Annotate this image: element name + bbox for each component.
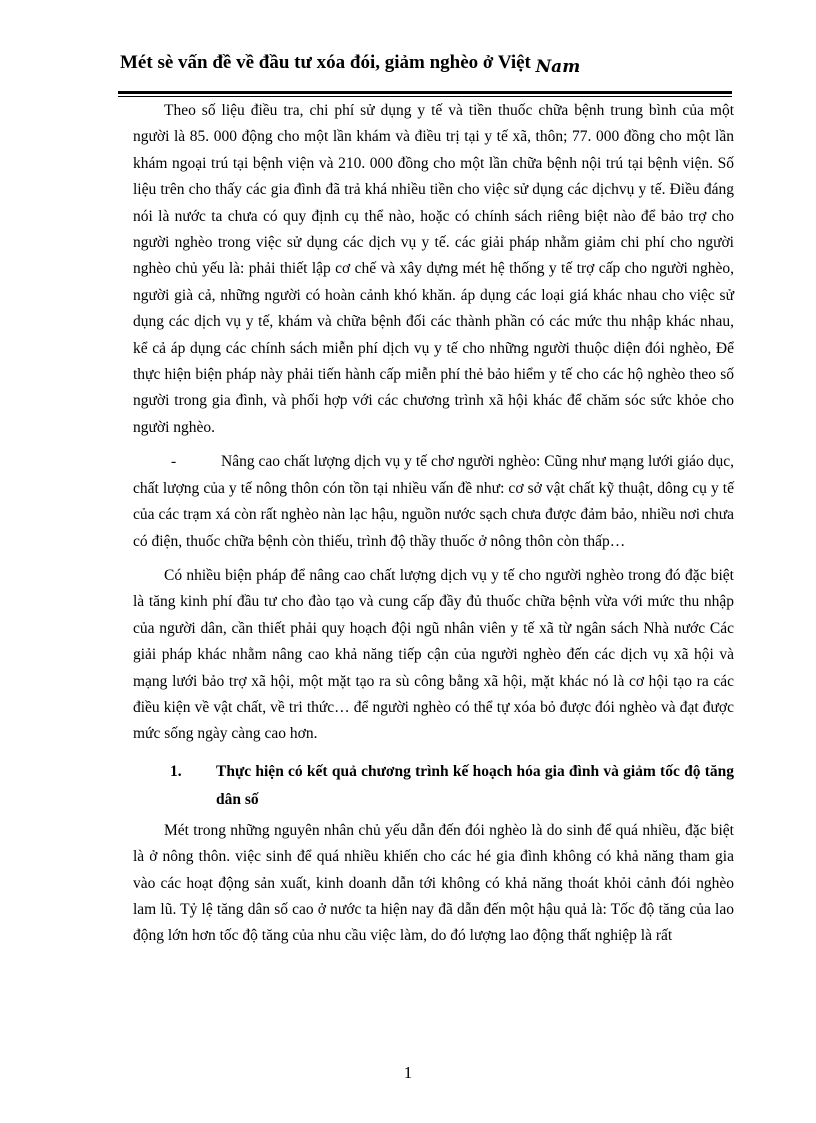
page-number: 1 [403,1063,413,1082]
paragraph-health-costs: Theo số liệu điều tra, chi phí sử dụng y tế và tiền thuốc chữa bệnh trung bình của một người là 85. 000 động cho một lần khám và điều trị tại y tế xã, thôn; 77. 000 đồng cho một lần khám ngoại trú tại bệnh viện và 210. 000 đồng cho một lần chữa bệnh nội trú tại bệnh viện. Số liệu trên cho thấy các gia đình đã trả khá nhiều tiền cho việc sử dụng các dịchvụ y tế. Điều đáng nói là nước ta chưa có quy định cụ thể nào, hoặc có chính sách riêng biệt nào để bảo trợ cho người nghèo trong việc sử dụng các dịch vụ y tế. các giải pháp nhằm giảm chi phí cho người nghèo chủ yếu là: phải thiết lập cơ chế và xây dựng mét hệ thống y tế trợ cấp cho người nghèo, người già cả, những người có hoàn cảnh khó khăn. áp dụng các loại giá khác nhau cho việc sử dụng các dịch vụ y tế, khám và chữa bệnh đối các thành phần có các mức thu nhập khác nhau, kể cả áp dụng các chính sách miễn phí dịch vụ y tế cho những người thuộc diện đói nghèo, Để thực hiện biện pháp này phải tiến hành cấp miễn phí thẻ bảo hiểm y tế cho các hộ nghèo theo số người trong gia đình, và phối hợp với các chương trình xã hội khác để chăm sóc sức khỏe cho người nghèo. [133,102,734,436]
document-header [120,52,720,77]
dash-marker: - [171,453,177,471]
header-rule-thick [118,91,732,94]
paragraph-health-measures: Có nhiều biện pháp để nâng cao chất lượng dịch vụ y tế cho người nghèo trong đó đặc biệt là tăng kinh phí đầu tư cho đào tạo và cung cấp đầy đủ thuốc chữa bệnh vừa với mức thu nhập của người dân, cần thiết phải quy hoạch đội ngũ nhân viên y tế xã từ ngân sách Nhà nước Các giải pháp khác nhằm nâng cao khả năng tiếp cận của người nghèo đến các dịch vụ xã hội và mạng lưới bảo trợ xã hội, một mặt tạo ra sù công bằng xã hội, mặt khác nó là cơ hội tạo ra các điều kiện về vật chất, về tri thức… để người nghèo có thể tự xóa bỏ được đói nghèo và đạt được mức sống ngày càng cao hơn. [133,566,734,743]
section-heading [133,758,734,814]
document-body [133,98,734,958]
section-title: Thực hiện có kết quả chương trình kế hoạch hóa gia đình và giảm tốc độ tăng dân số [216,762,734,808]
header-rule-thin [118,96,732,97]
section-number: 1. [170,762,182,780]
header-title-script: Nam [535,57,581,77]
paragraph-population: Mét trong những nguyên nhân chủ yếu dẫn đến đói nghèo là do sinh để quá nhiều, đặc biệt là ở nông thôn. việc sinh để quá nhiều khiến cho các hé gia đình không có khả năng tham gia vào các hoạt động sản xuất, kinh doanh dẫn tới không có khả năng thoát khỏi cảnh đói nghèo lam lũ. Tỷ lệ tăng dân số cao ở nước ta hiện nay đã dẫn đến một hậu quả là: Tốc độ tăng của lao động lớn hơn tốc độ tăng của nhu cầu việc làm, do đó lượng lao động thất nghiệp là rất [133,821,734,945]
paragraph-health-quality-text: Nâng cao chất lượng dịch vụ y tế chơ người nghèo: Cũng như mạng lưới giáo dục, chất lượng của y tế nông thôn cón tồn tại nhiều vấn đề như: cơ sở vật chất kỹ thuật, dông cụ y tế của các trạm xá còn rất nghèo nàn lạc hậu, nguồn nước sạch chưa được đảm bảo, nhiều nơi chưa có điện, thuốc chữa bệnh còn thiếu, trình độ thầy thuốc ở nông thôn còn thấp… [133,453,734,550]
paragraph-health-quality [133,449,734,555]
header-title: Mét sè vấn đề về đầu tư xóa đói, giảm nghèo ở Việt [120,52,531,73]
